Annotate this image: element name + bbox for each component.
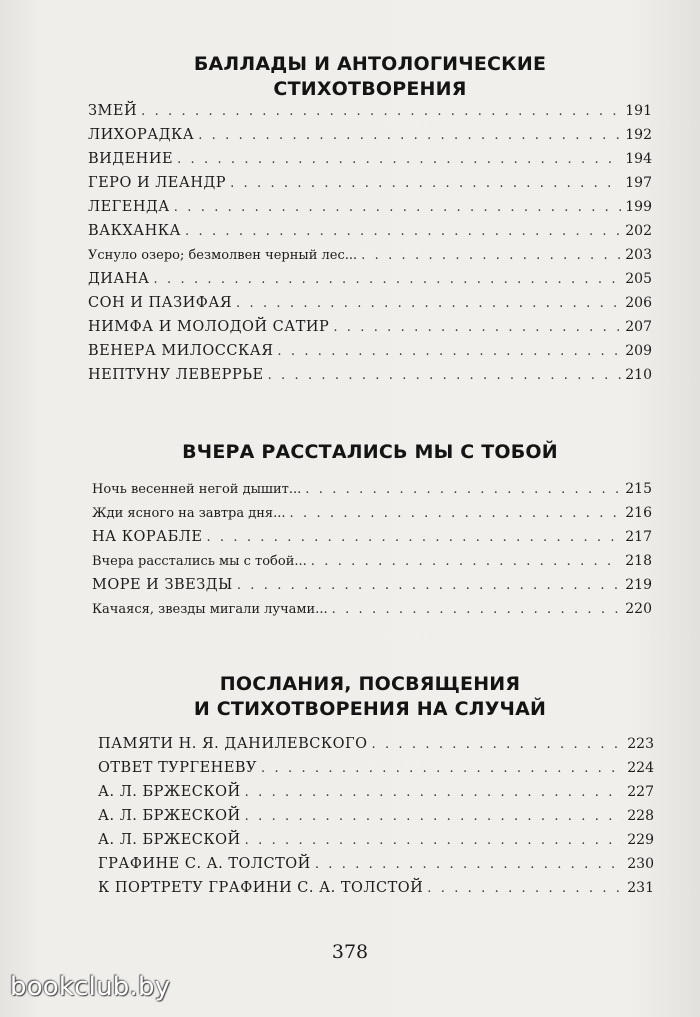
toc-entry-title: ЛЕГЕНДА xyxy=(88,199,170,215)
toc-entry-title: МОРЕ И ЗВЕЗДЫ xyxy=(92,577,233,593)
toc-entry-page: 199 xyxy=(625,199,652,215)
heading-line: ПОСЛАНИЯ, ПОСВЯЩЕНИЯ xyxy=(219,673,521,695)
toc-entry-title: Вчера расстались мы с тобой... xyxy=(92,554,307,569)
watermark-logo: bookclub.by xyxy=(10,972,171,1002)
toc-entry xyxy=(98,736,654,760)
toc-entry-page: 192 xyxy=(625,127,652,143)
toc-entry xyxy=(88,175,652,199)
toc-entry-title: Качаяся, звезды мигали лучами... xyxy=(92,602,328,617)
dot-leader xyxy=(206,530,621,545)
toc-entry-page: 203 xyxy=(625,247,652,263)
toc-entry-page: 219 xyxy=(625,577,652,593)
section-heading xyxy=(60,672,680,722)
toc-entry-page: 228 xyxy=(627,808,654,824)
dot-leader xyxy=(141,104,621,119)
toc-entry-title: НЕПТУНУ ЛЕВЕРРЬЕ xyxy=(88,367,264,383)
toc-entry xyxy=(88,151,652,175)
toc-entry-title: ВЕНЕРА МИЛОССКАЯ xyxy=(88,343,274,359)
dot-leader xyxy=(154,272,622,287)
dot-leader xyxy=(174,200,621,215)
toc-entry-title: ОТВЕТ ТУРГЕНЕВУ xyxy=(98,760,258,776)
toc-entry-page: 227 xyxy=(627,784,654,800)
toc-entry-page: 229 xyxy=(627,832,654,848)
toc-entry xyxy=(88,199,652,223)
toc-entry-title: ВАКХАНКА xyxy=(88,223,182,239)
toc-entry-title: ДИАНА xyxy=(88,271,150,287)
toc-entry-page: 209 xyxy=(625,343,652,359)
toc-entry-page: 207 xyxy=(625,319,652,335)
toc-entry xyxy=(88,295,652,319)
dot-leader xyxy=(198,128,621,143)
toc-entry-page: 205 xyxy=(625,271,652,287)
dot-leader xyxy=(333,320,621,335)
heading-line: И СТИХОТВОРЕНИЯ НА СЛУЧАЙ xyxy=(193,698,547,720)
toc-entry-title: ЗМЕЙ xyxy=(88,103,138,119)
toc-entry xyxy=(88,319,652,343)
toc-entry-title: ГЕРО И ЛЕАНДР xyxy=(88,175,227,191)
toc-entry xyxy=(88,247,652,271)
toc-entry-title: ВИДЕНИЕ xyxy=(88,151,174,167)
heading-line: СТИХОТВОРЕНИЯ xyxy=(273,78,467,100)
toc-entry xyxy=(98,880,654,904)
toc-entry xyxy=(88,127,652,151)
dot-leader xyxy=(237,578,621,593)
dot-leader xyxy=(245,785,624,800)
toc-list xyxy=(88,103,652,391)
toc-entry-title: Ночь весенней негой дышит... xyxy=(92,482,302,497)
toc-entry xyxy=(98,808,654,832)
toc-entry-page: 202 xyxy=(625,223,652,239)
toc-entry xyxy=(92,553,652,577)
toc-entry xyxy=(98,832,654,856)
dot-leader xyxy=(311,554,621,569)
toc-entry xyxy=(92,601,652,625)
toc-entry-title: А. Л. БРЖЕСКОЙ xyxy=(98,808,241,824)
dot-leader xyxy=(315,857,623,872)
toc-entry-page: 230 xyxy=(627,856,654,872)
heading-line: ВЧЕРА РАССТАЛИСЬ МЫ С ТОБОЙ xyxy=(182,441,558,463)
dot-leader xyxy=(372,737,624,752)
dot-leader xyxy=(245,809,624,824)
toc-entry xyxy=(88,367,652,391)
toc-list xyxy=(98,736,654,904)
toc-entry-title: А. Л. БРЖЕСКОЙ xyxy=(98,784,241,800)
toc-entry-title: НИМФА И МОЛОДОЙ САТИР xyxy=(88,319,330,335)
toc-entry-title: ПАМЯТИ Н. Я. ДАНИЛЕВСКОГО xyxy=(98,736,368,752)
dot-leader xyxy=(277,344,621,359)
toc-entry-page: 206 xyxy=(625,295,652,311)
toc-entry xyxy=(88,343,652,367)
dot-leader xyxy=(236,296,621,311)
page-number: 378 xyxy=(331,941,369,963)
toc-entry xyxy=(88,223,652,247)
toc-entry-page: 215 xyxy=(625,481,652,497)
dot-leader xyxy=(177,152,621,167)
toc-entry xyxy=(98,760,654,784)
dot-leader xyxy=(185,224,621,239)
dot-leader xyxy=(361,248,621,263)
toc-entry-page: 194 xyxy=(625,151,652,167)
dot-leader xyxy=(290,506,622,521)
toc-entry xyxy=(92,505,652,529)
toc-entry-page: 217 xyxy=(625,529,652,545)
dot-leader xyxy=(332,602,622,617)
toc-entry xyxy=(98,856,654,880)
toc-entry-title: СОН И ПАЗИФАЯ xyxy=(88,295,233,311)
toc-entry-title: К ПОРТРЕТУ ГРАФИНИ С. А. ТОЛСТОЙ xyxy=(98,880,424,896)
toc-entry-page: 210 xyxy=(625,367,652,383)
toc-entry-page: 216 xyxy=(625,505,652,521)
heading-line: БАЛЛАДЫ И АНТОЛОГИЧЕСКИЕ xyxy=(193,53,547,75)
dot-leader xyxy=(305,482,621,497)
toc-entry-page: 220 xyxy=(625,601,652,617)
toc-entry-page: 191 xyxy=(625,103,652,119)
toc-entry-page: 197 xyxy=(625,175,652,191)
dot-leader xyxy=(245,833,624,848)
section-heading xyxy=(60,440,680,465)
toc-entry-title: ЛИХОРАДКА xyxy=(88,127,195,143)
toc-entry xyxy=(92,481,652,505)
section-heading xyxy=(60,52,680,102)
toc-entry xyxy=(92,529,652,553)
toc-entry-page: 231 xyxy=(627,880,654,896)
dot-leader xyxy=(268,368,622,383)
toc-list xyxy=(92,481,652,625)
toc-entry xyxy=(98,784,654,808)
dot-leader xyxy=(230,176,621,191)
toc-entry-title: Уснуло озеро; безмолвен черный лес... xyxy=(88,248,358,263)
dot-leader xyxy=(261,761,623,776)
toc-entry-title: Жди ясного на завтра дня... xyxy=(92,506,286,521)
toc-entry-page: 224 xyxy=(627,760,654,776)
toc-entry-title: НА КОРАБЛЕ xyxy=(92,529,203,545)
toc-entry-page: 223 xyxy=(627,736,654,752)
toc-entry-title: ГРАФИНЕ С. А. ТОЛСТОЙ xyxy=(98,856,311,872)
toc-entry-page: 218 xyxy=(625,553,652,569)
dot-leader xyxy=(427,881,623,896)
toc-entry-title: А. Л. БРЖЕСКОЙ xyxy=(98,832,241,848)
toc-entry xyxy=(88,271,652,295)
toc-entry xyxy=(88,103,652,127)
toc-entry xyxy=(92,577,652,601)
